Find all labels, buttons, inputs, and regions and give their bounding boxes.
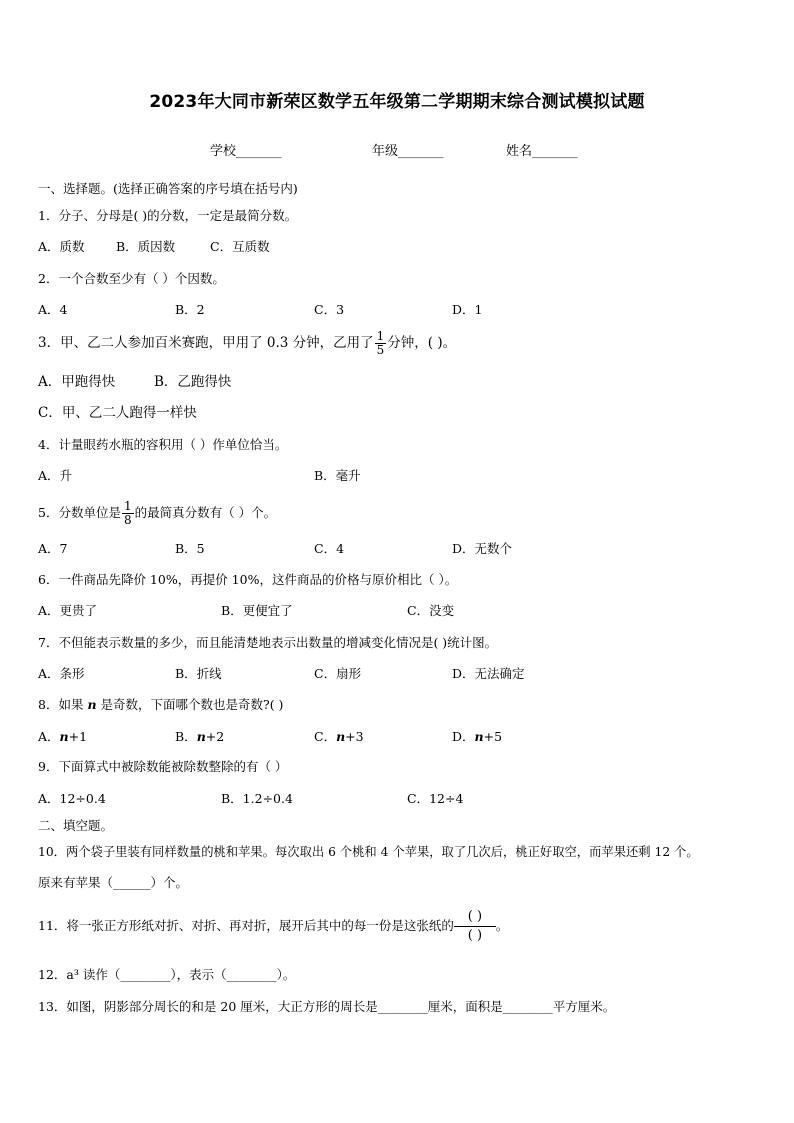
question-6: 6．一件商品先降价 10%，再提价 10%，这件商品的价格与原价相比（ ）。	[38, 572, 458, 587]
option-c: C．互质数	[210, 239, 270, 254]
question-10-line-2: 原来有苹果（______）个。	[38, 875, 189, 890]
section-heading-fill: 二、填空题。	[38, 818, 114, 833]
school-field: 学校_______	[210, 144, 282, 159]
variable-n: n	[87, 697, 97, 712]
question-11: 11．将一张正方形纸对折、对折、再对折，展开后其中的每一份是这张纸的 $\frac{( )}{( )}$ 。	[38, 909, 509, 943]
fraction: $\frac{1}{8}$	[123, 499, 132, 527]
question-8: 8．如果 n 是奇数，下面哪个数也是奇数?( )	[38, 697, 284, 712]
question-5: 5．分数单位是 $\frac{1}{8}$ 的最简真分数有（ ）个。	[38, 499, 277, 527]
section-heading-choice: 一、选择题。(选择正确答案的序号填在括号内)	[38, 181, 298, 196]
option-a: A．质数	[38, 239, 85, 254]
option-d: D．无数个	[452, 541, 513, 556]
option-a: A．更贵了	[38, 603, 98, 618]
option-b: B．质因数	[116, 239, 176, 254]
name-field: 姓名_______	[506, 144, 578, 159]
option-a: A．12÷0.4	[38, 791, 106, 806]
option-b: B．毫升	[314, 468, 361, 483]
option-b: B．更便宜了	[221, 603, 293, 618]
option-a: A．n+1	[38, 729, 88, 744]
option-d: D．无法确定	[452, 666, 525, 681]
option-c: C．扇形	[314, 666, 362, 681]
option-d: D．1	[452, 302, 483, 317]
grade-field: 年级_______	[372, 144, 444, 159]
option-c: C．甲、乙二人跑得一样快	[38, 405, 197, 421]
question-2: 2．一个合数至少有（ ）个因数。	[38, 271, 225, 286]
page-title: 2023年大同市新荣区数学五年级第二学期期末综合测试模拟试题	[149, 92, 645, 112]
option-c: C．3	[314, 302, 345, 317]
option-b: B．折线	[175, 666, 222, 681]
option-d: D．n+5	[452, 729, 503, 744]
blank-fraction: $\frac{( )}{( )}$	[454, 908, 496, 945]
question-13: 13．如图，阴影部分周长的和是 20 厘米，大正方形的周长是________厘米，面积是________平方厘米。	[38, 999, 616, 1014]
question-7: 7．不但能表示数量的多少，而且能清楚地表示出数量的增减变化情况是( )统计图。	[38, 635, 498, 650]
question-3: 3．甲、乙二人参加百米赛跑，甲用了 0.3 分钟，乙用了 $\frac{1}{5}$ 分钟，( )。	[38, 329, 457, 357]
option-a: A．7	[38, 541, 68, 556]
option-c: C．n+3	[314, 729, 364, 744]
option-a: A．4	[38, 302, 68, 317]
fraction: $\frac{1}{5}$	[376, 329, 385, 357]
question-1: 1．分子、分母是( )的分数，一定是最简分数。	[38, 208, 298, 223]
option-c: C．4	[314, 541, 345, 556]
question-10-line-1: 10．两个袋子里装有同样数量的桃和苹果。每次取出 6 个桃和 4 个苹果，取了几次后，桃正好取空，而苹果还剩 12 个。	[38, 845, 699, 859]
option-a: A．条形	[38, 666, 85, 681]
option-c: C．没变	[407, 603, 455, 618]
option-b: B．2	[175, 302, 205, 317]
option-b: B．n+2	[175, 729, 225, 744]
option-b: B．乙跑得快	[154, 374, 232, 390]
option-b: B．5	[175, 541, 205, 556]
question-12: 12．a³ 读作（________），表示（________）。	[38, 967, 296, 982]
option-a: A．甲跑得快	[38, 374, 116, 390]
option-c: C．12÷4	[407, 791, 464, 806]
option-a: A．升	[38, 468, 73, 483]
question-4: 4．计量眼药水瓶的容积用（ ）作单位恰当。	[38, 437, 288, 452]
question-9: 9．下面算式中被除数能被除数整除的有（ ）	[38, 759, 288, 774]
option-b: B．1.2÷0.4	[221, 791, 293, 806]
